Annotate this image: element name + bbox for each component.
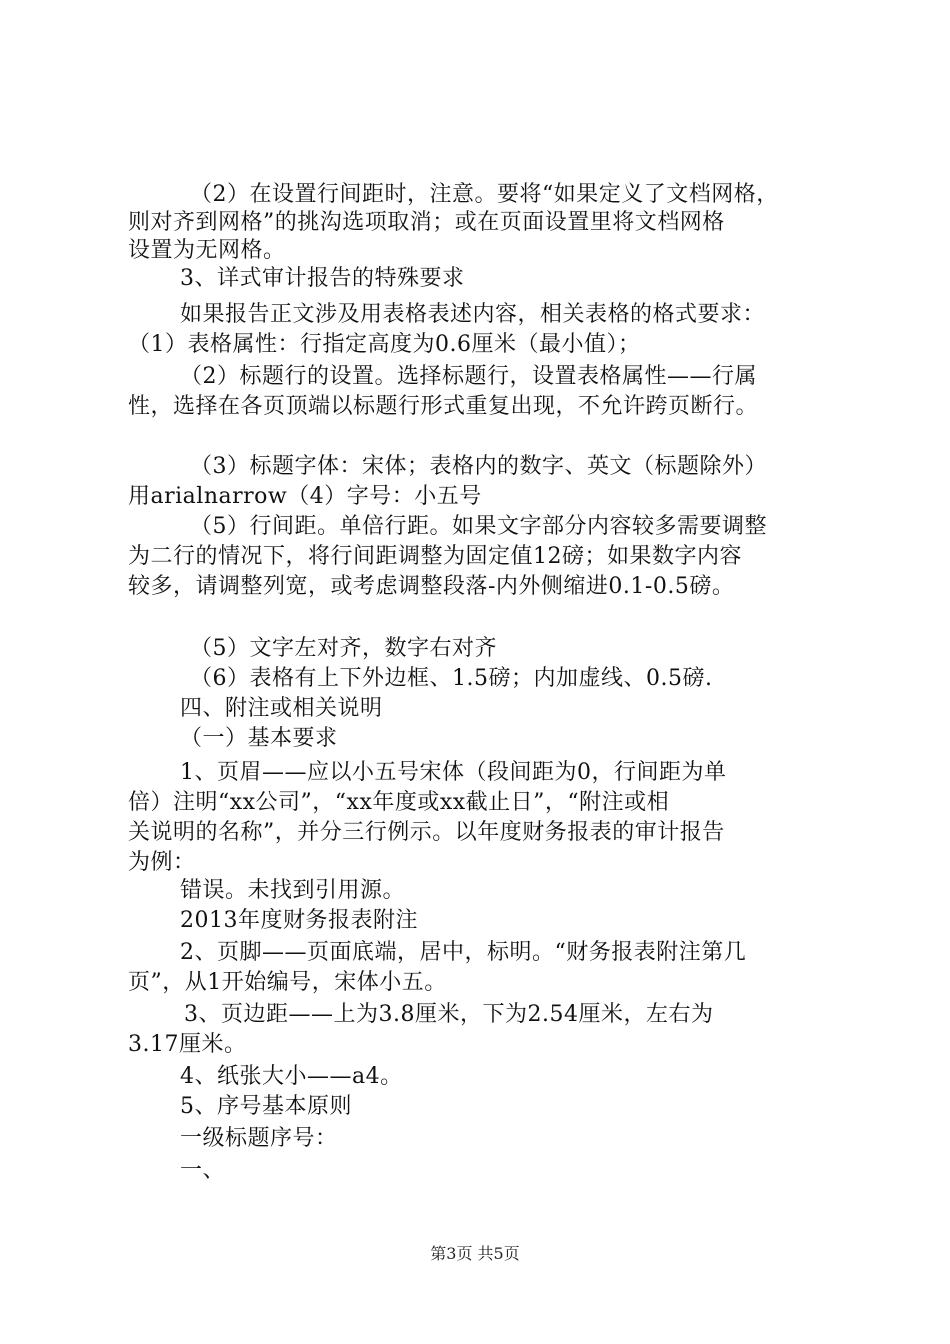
paragraph-line: 较多，请调整列宽，或考虑调整段落-内外侧缩进0.1-0.5磅。 — [128, 574, 735, 599]
paragraph-line: 4、纸张大小——a4。 — [180, 1064, 403, 1089]
paragraph-line: 用arialnarrow（4）字号：小五号 — [128, 484, 482, 509]
paragraph-line: 2、页脚——页面底端，居中，标明。“财务报表附注第几 — [180, 940, 747, 965]
paragraph-line: 倍）注明“xx公司”，“xx年度或xx截止日”，“附注或相 — [128, 790, 670, 815]
paragraph-line: （3）标题字体：宋体；表格内的数字、英文（标题除外） — [190, 454, 767, 479]
paragraph-line: 页”，从1开始编号，宋体小五。 — [128, 970, 447, 995]
paragraph-line: 一级标题序号： — [180, 1126, 338, 1151]
paragraph-line: 为二行的情况下，将行间距调整为固定值12磅；如果数字内容 — [128, 544, 742, 569]
paragraph-line: （1）表格属性：行指定高度为0.6厘米（最小值）； — [128, 332, 641, 357]
paragraph-line: 3.17厘米。 — [128, 1032, 247, 1057]
paragraph-line: （2）标题行的设置。选择标题行，设置表格属性——行属 — [180, 364, 757, 389]
paragraph-line: （6）表格有上下外边框、1.5磅；内加虚线、0.5磅. — [190, 666, 713, 691]
subsection-heading: （一）基本要求 — [180, 726, 338, 751]
paragraph-line: （5）行间距。单倍行距。如果文字部分内容较多需要调整 — [190, 514, 767, 539]
paragraph-line: （5）文字左对齐，数字右对齐 — [190, 636, 497, 661]
paragraph-line: 一、 — [180, 1158, 226, 1183]
paragraph-line: 2013年度财务报表附注 — [180, 908, 418, 933]
paragraph-line: 1、页眉——应以小五号宋体（段间距为0，行间距为单 — [180, 760, 727, 785]
paragraph-line: （2）在设置行间距时，注意。要将“如果定义了文档网格， — [190, 182, 779, 207]
paragraph-line: 如果报告正文涉及用表格表述内容，相关表格的格式要求： — [180, 302, 766, 327]
paragraph-line: 错误。未找到引用源。 — [180, 878, 406, 903]
paragraph-line: 则对齐到网格”的挑沟选项取消；或在页面设置里将文档网格 — [128, 210, 725, 235]
paragraph-line: 性，选择在各页顶端以标题行形式重复出现，不允许跨页断行。 — [128, 394, 759, 419]
paragraph-line: 3、页边距——上为3.8厘米，下为2.54厘米，左右为 — [184, 1002, 714, 1027]
section-heading: 四、附注或相关说明 — [180, 696, 383, 721]
paragraph-line: 为例： — [128, 850, 196, 875]
paragraph-line: 5、序号基本原则 — [180, 1094, 352, 1119]
section-heading: 3、详式审计报告的特殊要求 — [180, 266, 465, 291]
page-footer: 第3页 共5页 — [430, 1244, 520, 1263]
paragraph-line: 关说明的名称”，并分三行例示。以年度财务报表的审计报告 — [128, 820, 725, 845]
paragraph-line: 设置为无网格。 — [128, 238, 286, 263]
